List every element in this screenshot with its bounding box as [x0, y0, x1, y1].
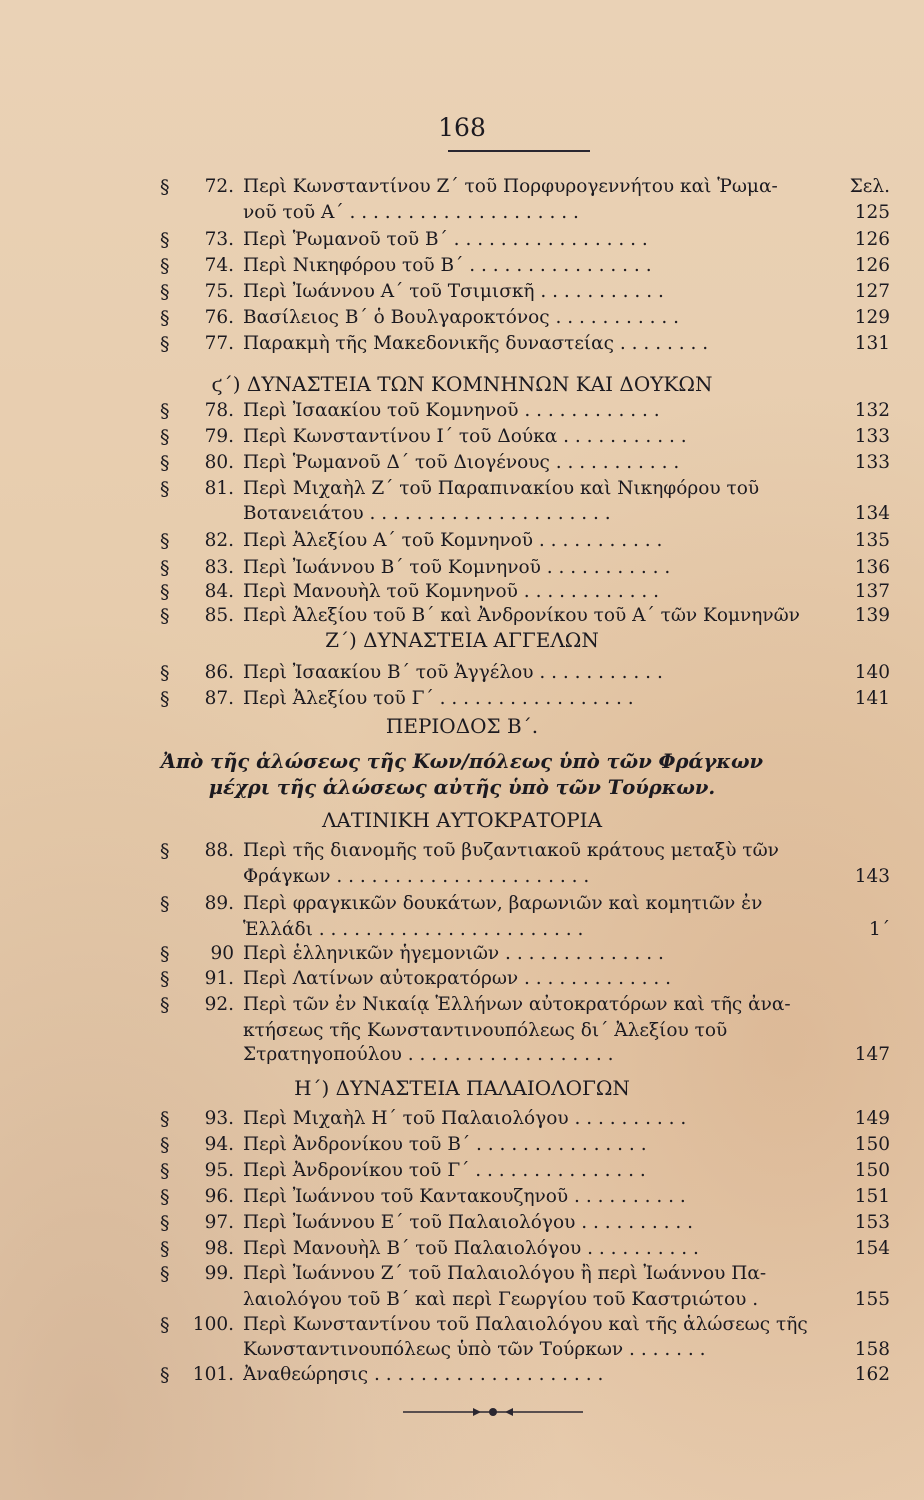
entry-title: Περὶ Ἀλεξίου τοῦ Γ΄ . . . . . . . . . . . . . . . . . [243, 688, 634, 709]
toc-row [0, 1287, 924, 1313]
end-ornament [393, 1402, 593, 1422]
section-mark: § [160, 1186, 170, 1208]
section-mark: § [160, 581, 170, 603]
toc-row [0, 1337, 924, 1363]
toc-row [0, 424, 924, 450]
entry-title: νοῦ τοῦ Α΄ . . . . . . . . . . . . . . . . . . . . [243, 202, 579, 223]
entry-page: 140 [854, 662, 890, 683]
entry-title: Περὶ Λατίνων αὐτοκρατόρων . . . . . . . . . . . . . [243, 968, 672, 989]
heading-komnenoi: ϛ΄) ΔΥΝΑΣΤΕΙΑ ΤΩΝ ΚΟΜΝΗΝΩΝ ΚΑΙ ΔΟΥΚΩΝ [211, 372, 713, 396]
section-mark: § [160, 1263, 170, 1285]
toc-row [0, 305, 924, 331]
toc-row [0, 1018, 924, 1044]
entry-title: Περὶ Ἰωάννου τοῦ Καντακουζηνοῦ . . . . . . . . . . [243, 1186, 686, 1207]
section-mark: § [160, 400, 170, 422]
entry-page: 129 [854, 307, 890, 328]
entry-number: 82. [204, 530, 234, 551]
entry-page: 158 [854, 1339, 890, 1360]
entry-number: 96. [204, 1186, 234, 1207]
entry-page: 150 [854, 1160, 890, 1181]
entry-title: Βασίλειος Β΄ ὁ Βουλγαροκτόνος . . . . . . . . . . . [243, 307, 679, 328]
entry-page: 135 [854, 530, 890, 551]
entry-title: Περὶ Μανουὴλ τοῦ Κομνηνοῦ . . . . . . . . . . . . [243, 581, 660, 602]
section-mark: § [160, 530, 170, 552]
toc-row [0, 528, 924, 554]
entry-number: 94. [204, 1134, 234, 1155]
entry-number: 98. [204, 1238, 234, 1259]
section-mark: § [160, 176, 170, 198]
entry-page: 141 [854, 688, 890, 709]
page-number-rule [448, 150, 590, 152]
entry-title: Περὶ Ἀλεξίου τοῦ Β΄ καὶ Ἀνδρονίκου τοῦ Α΄ τῶν Κομνηνῶν [243, 605, 800, 626]
toc-row [0, 864, 924, 890]
period-title: ΠΕΡΙΟΔΟΣ Β΄. [385, 714, 539, 738]
section-mark: § [160, 229, 170, 251]
section-mark: § [160, 557, 170, 579]
entry-number: 89. [204, 893, 234, 914]
heading-latin-empire: ΛΑΤΙΝΙΚΗ ΑΥΤΟΚΡΑΤΟΡΙΑ [321, 808, 603, 832]
section-mark: § [160, 605, 170, 627]
entry-title: Ἑλλάδι . . . . . . . . . . . . . . . . . . . . . . . [243, 919, 584, 940]
toc-row [0, 253, 924, 279]
entry-title: Περὶ Ἀλεξίου Α΄ τοῦ Κομνηνοῦ . . . . . . . . . . . [243, 530, 663, 551]
toc-row [0, 1158, 924, 1184]
entry-number: 86. [204, 662, 234, 683]
toc-row [0, 660, 924, 686]
entry-title: Περὶ Μιχαὴλ Ζ΄ τοῦ Παραπινακίου καὶ Νικηφόρου τοῦ [243, 478, 760, 499]
entry-number: 75. [204, 281, 234, 302]
section-mark: § [160, 1364, 170, 1386]
entry-number: 100. [192, 1314, 234, 1335]
toc-row [0, 331, 924, 357]
entry-number: 88. [204, 840, 234, 861]
entry-number: 101. [192, 1364, 234, 1385]
toc-row [0, 1312, 924, 1338]
entry-title: Περὶ Μιχαὴλ Η΄ τοῦ Παλαιολόγου . . . . . . . . . . [243, 1108, 687, 1129]
entry-page: 139 [854, 605, 890, 626]
entry-number: 84. [204, 581, 234, 602]
toc-row [0, 555, 924, 581]
toc-row [0, 941, 924, 967]
entry-number: 72. [204, 176, 234, 197]
entry-title: Περὶ Ἰωάννου Β΄ τοῦ Κομνηνοῦ . . . . . . . . . . . [243, 557, 671, 578]
toc-row [0, 891, 924, 917]
toc-row [0, 1261, 924, 1287]
entry-title: Φράγκων . . . . . . . . . . . . . . . . . . . . . . [243, 866, 590, 887]
entry-title: Περὶ Κωνσταντίνου Ζ΄ τοῦ Πορφυρογεννήτου καὶ Ῥωμα- [243, 176, 778, 197]
page-column-header: Σελ. [849, 176, 890, 197]
section-mark: § [160, 840, 170, 862]
entry-number: 76. [204, 307, 234, 328]
period-subtitle-line-2: μέχρι τῆς ἁλώσεως αὐτῆς ὑπὸ τῶν Τούρκων. [208, 776, 716, 799]
entry-number: 90 [210, 943, 234, 964]
section-mark: § [160, 943, 170, 965]
toc-row [0, 501, 924, 527]
entry-page: 137 [854, 581, 890, 602]
entry-title: Περὶ φραγκικῶν δουκάτων, βαρωνιῶν καὶ κομητιῶν ἐν [243, 893, 763, 914]
section-mark: § [160, 1212, 170, 1234]
entry-title: Περὶ Κωνσταντίνου τοῦ Παλαιολόγου καὶ τῆς ἁλώσεως τῆς [243, 1314, 808, 1335]
toc-row [0, 1210, 924, 1236]
section-mark: § [160, 1134, 170, 1156]
section-mark: § [160, 1108, 170, 1130]
section-mark: § [160, 426, 170, 448]
entry-title: Βοτανειάτου . . . . . . . . . . . . . . . . . . . . . [243, 503, 611, 524]
toc-row [0, 1132, 924, 1158]
section-mark: § [160, 688, 170, 710]
entry-page: 153 [854, 1212, 890, 1233]
toc-row [0, 917, 924, 943]
entry-number: 87. [204, 688, 234, 709]
entry-page: 126 [854, 255, 890, 276]
entry-number: 92. [204, 994, 234, 1015]
entry-title: Περὶ Κωνσταντίνου Ι΄ τοῦ Δούκα . . . . . . . . . . . [243, 426, 687, 447]
section-mark: § [160, 893, 170, 915]
toc-row [0, 579, 924, 605]
toc-row [0, 227, 924, 253]
entry-title: Περὶ Ῥωμανοῦ Δ΄ τοῦ Διογένους . . . . . . . . . . . [243, 452, 680, 473]
entry-title: κτήσεως τῆς Κωνσταντινουπόλεως δι΄ Ἀλεξίου τοῦ [243, 1020, 728, 1041]
entry-title: Παρακμὴ τῆς Μακεδονικῆς δυναστείας . . . . . . . . [243, 333, 709, 354]
entry-page: 155 [854, 1289, 890, 1310]
entry-title: Περὶ Νικηφόρου τοῦ Β΄ . . . . . . . . . . . . . . . . [243, 255, 652, 276]
toc-row [0, 838, 924, 864]
toc-row [0, 1042, 924, 1068]
section-mark: § [160, 255, 170, 277]
entry-page: 132 [854, 400, 890, 421]
period-subtitle-line-1: Ἀπὸ τῆς ἁλώσεως τῆς Κων/πόλεως ὑπὸ τῶν Φράγκων [160, 750, 764, 773]
toc-row [0, 966, 924, 992]
entry-page: 133 [854, 426, 890, 447]
entry-number: 99. [204, 1263, 234, 1284]
section-mark: § [160, 1314, 170, 1336]
entry-title: Κωνσταντινουπόλεως ὑπὸ τῶν Τούρκων . . . . . . . [243, 1339, 706, 1360]
entry-title: Περὶ τῶν ἐν Νικαίᾳ Ἑλλήνων αὐτοκρατόρων καὶ τῆς ἀνα- [243, 994, 791, 1015]
entry-title: Περὶ ἑλληνικῶν ἡγεμονιῶν . . . . . . . . . . . . . . [243, 943, 664, 964]
entry-number: 93. [204, 1108, 234, 1129]
entry-page: 162 [854, 1364, 890, 1385]
entry-number: 85. [204, 605, 234, 626]
heading-angeloi: Ζ΄) ΔΥΝΑΣΤΕΙΑ ΑΓΓΕΛΩΝ [325, 628, 599, 652]
entry-page: 125 [854, 202, 890, 223]
section-mark: § [160, 968, 170, 990]
entry-page: 133 [854, 452, 890, 473]
entry-page: 134 [854, 503, 890, 524]
entry-number: 81. [204, 478, 234, 499]
entry-number: 74. [204, 255, 234, 276]
toc-row [0, 398, 924, 424]
toc-row [0, 686, 924, 712]
entry-title: Περὶ Ἰωάννου Ζ΄ τοῦ Παλαιολόγου ἢ περὶ Ἰωάννου Πα- [243, 1263, 767, 1284]
entry-page: 131 [854, 333, 890, 354]
entry-title: Ἀναθεώρησις . . . . . . . . . . . . . . . . . . . . [243, 1364, 604, 1385]
entry-page: 149 [854, 1108, 890, 1129]
page-number: 168 [438, 113, 486, 142]
entry-number: 97. [204, 1212, 234, 1233]
entry-page: 1΄ [868, 919, 890, 940]
entry-number: 78. [204, 400, 234, 421]
toc-row [0, 1236, 924, 1262]
entry-page: 143 [854, 866, 890, 887]
entry-number: 95. [204, 1160, 234, 1181]
section-mark: § [160, 478, 170, 500]
entry-title: Στρατηγοπούλου . . . . . . . . . . . . . . . . . . [243, 1044, 614, 1065]
entry-number: 79. [204, 426, 234, 447]
entry-number: 73. [204, 229, 234, 250]
entry-page: 127 [854, 281, 890, 302]
section-mark: § [160, 307, 170, 329]
entry-number: 91. [204, 968, 234, 989]
entry-title: Περὶ Ἰσαακίου Β΄ τοῦ Ἀγγέλου . . . . . . . . . . . [243, 662, 663, 683]
toc-row [0, 992, 924, 1018]
entry-number: 80. [204, 452, 234, 473]
entry-title: Περὶ τῆς διανομῆς τοῦ βυζαντιακοῦ κράτους μεταξὺ τῶν [243, 840, 779, 861]
section-mark: § [160, 333, 170, 355]
section-mark: § [160, 452, 170, 474]
entry-title: Περὶ Ῥωμανοῦ τοῦ Β΄ . . . . . . . . . . . . . . . . . [243, 229, 648, 250]
section-mark: § [160, 662, 170, 684]
toc-row [0, 279, 924, 305]
section-mark: § [160, 1160, 170, 1182]
entry-page: 154 [854, 1238, 890, 1259]
entry-title: Περὶ Ἀνδρονίκου τοῦ Β΄ . . . . . . . . . . . . . . . [243, 1134, 647, 1155]
entry-page: 150 [854, 1134, 890, 1155]
toc-row [0, 450, 924, 476]
entry-title: Περὶ Ἀνδρονίκου τοῦ Γ΄ . . . . . . . . . . . . . . . [243, 1160, 646, 1181]
entry-title: Περὶ Μανουὴλ Β΄ τοῦ Παλαιολόγου . . . . . . . . . . [243, 1238, 699, 1259]
section-mark: § [160, 1238, 170, 1260]
section-mark: § [160, 994, 170, 1016]
toc-row [0, 476, 924, 502]
entry-page: 136 [854, 557, 890, 578]
entry-title: λαιολόγου τοῦ Β΄ καὶ περὶ Γεωργίου τοῦ Καστριώτου . [243, 1289, 759, 1310]
entry-page: 147 [854, 1044, 890, 1065]
entry-number: 77. [204, 333, 234, 354]
toc-row [0, 1106, 924, 1132]
toc-row [0, 1362, 924, 1388]
entry-title: Περὶ Ἰσαακίου τοῦ Κομνηνοῦ . . . . . . . . . . . . [243, 400, 660, 421]
entry-page: 126 [854, 229, 890, 250]
section-mark: § [160, 281, 170, 303]
entry-title: Περὶ Ἰωάννου Ε΄ τοῦ Παλαιολόγου . . . . . . . . . . [243, 1212, 693, 1233]
entry-page: 151 [854, 1186, 890, 1207]
entry-title: Περὶ Ἰωάννου Α΄ τοῦ Τσιμισκῆ . . . . . . . . . . . [243, 281, 664, 302]
entry-number: 83. [204, 557, 234, 578]
toc-row [0, 200, 924, 226]
heading-palaiologoi: Η΄) ΔΥΝΑΣΤΕΙΑ ΠΑΛΑΙΟΛΟΓΩΝ [294, 1076, 630, 1100]
toc-row [0, 1184, 924, 1210]
